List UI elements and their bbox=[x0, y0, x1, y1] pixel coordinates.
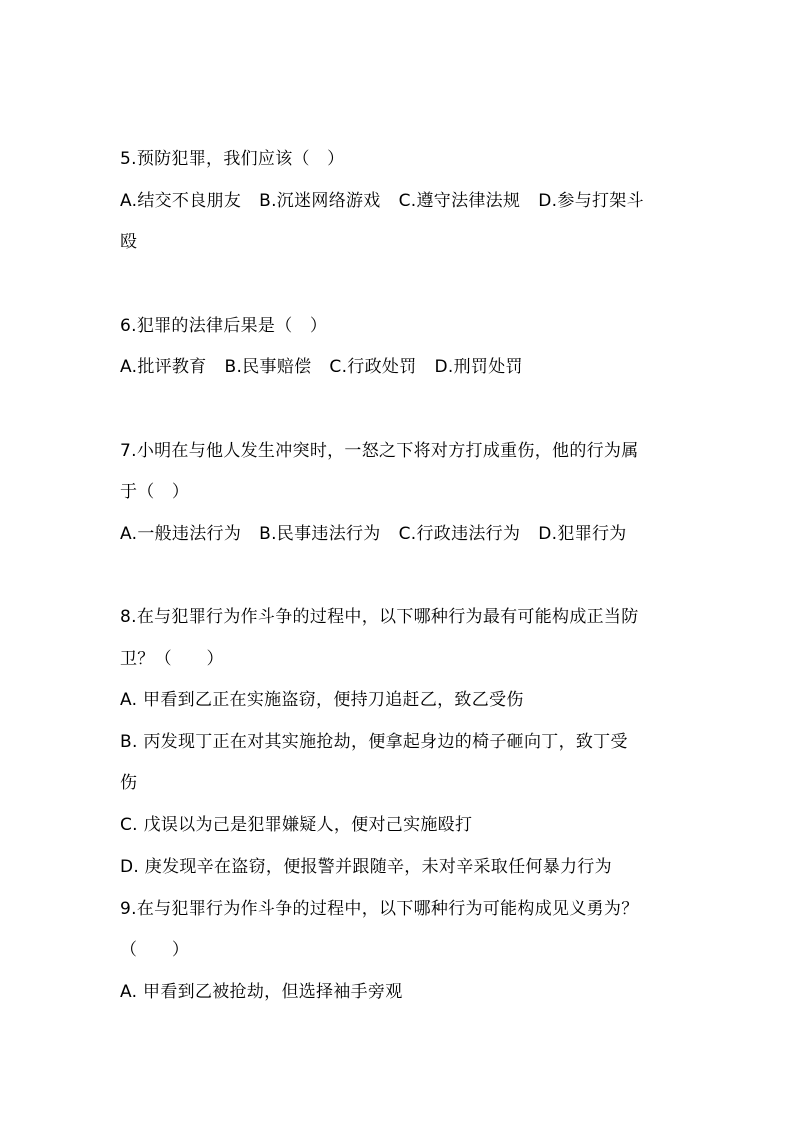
question-9-option-a bbox=[120, 981, 403, 1003]
question-5-stem bbox=[120, 148, 344, 170]
question-7-stem bbox=[120, 440, 639, 462]
question-text: 6.犯罪的法律后果是（ ） bbox=[120, 316, 328, 336]
option-b: B.民事违法行为 bbox=[259, 524, 381, 544]
option-a: A.一般违法行为 bbox=[120, 524, 242, 544]
option-b: B. 丙发现丁正在对其实施抢劫，便拿起身边的椅子砸向丁，致丁受 bbox=[120, 732, 628, 752]
option-a: A.结交不良朋友 bbox=[120, 191, 242, 211]
question-6-stem bbox=[120, 315, 327, 337]
option-a: A. 甲看到乙被抢劫，但选择袖手旁观 bbox=[120, 982, 403, 1002]
option-c: C.遵守法律法规 bbox=[398, 191, 521, 211]
question-8-option-c bbox=[120, 814, 472, 836]
question-7-options bbox=[120, 523, 627, 545]
question-text-continued: （ ） bbox=[120, 940, 190, 960]
question-text: 8.在与犯罪行为作斗争的过程中，以下哪种行为最有可能构成正当防 bbox=[120, 607, 639, 627]
option-a: A.批评教育 bbox=[120, 357, 207, 377]
question-text: 7.小明在与他人发生冲突时，一怒之下将对方打成重伤，他的行为属 bbox=[120, 441, 639, 461]
question-8-option-d bbox=[120, 856, 612, 878]
option-c: C.行政违法行为 bbox=[398, 524, 521, 544]
question-7-stem-wrap bbox=[120, 481, 189, 503]
option-b-continued: 伤 bbox=[120, 773, 138, 793]
question-9-stem bbox=[120, 898, 639, 920]
option-d: D. 庚发现辛在盗窃，便报警并跟随辛，未对辛采取任何暴力行为 bbox=[120, 857, 612, 877]
question-6-options bbox=[120, 356, 523, 378]
question-5-options-wrap bbox=[120, 231, 137, 253]
question-8-option-a bbox=[120, 689, 524, 711]
question-text-continued: 于（ ） bbox=[120, 482, 190, 502]
option-c: C.行政处罚 bbox=[329, 357, 417, 377]
option-d: D.参与打架斗 bbox=[538, 191, 644, 211]
question-text: 5.预防犯罪，我们应该（ ） bbox=[120, 149, 345, 169]
question-8-stem-wrap bbox=[120, 648, 224, 670]
option-d-continued: 殴 bbox=[120, 232, 138, 252]
question-text-continued: 卫？（ ） bbox=[120, 649, 224, 669]
option-c: C. 戊误以为己是犯罪嫌疑人，便对己实施殴打 bbox=[120, 815, 473, 835]
option-b: B.民事赔偿 bbox=[224, 357, 312, 377]
option-d: D.犯罪行为 bbox=[538, 524, 627, 544]
option-b: B.沉迷网络游戏 bbox=[259, 191, 381, 211]
option-d: D.刑罚处罚 bbox=[434, 357, 523, 377]
question-9-stem-wrap bbox=[120, 939, 189, 961]
option-a: A. 甲看到乙正在实施盗窃，便持刀追赶乙，致乙受伤 bbox=[120, 690, 524, 710]
question-8-option-b bbox=[120, 731, 628, 753]
question-8-stem bbox=[120, 606, 639, 628]
question-5-options bbox=[120, 190, 644, 212]
question-text: 9.在与犯罪行为作斗争的过程中，以下哪种行为可能构成见义勇为？ bbox=[120, 899, 639, 919]
question-8-option-b-wrap bbox=[120, 772, 137, 794]
